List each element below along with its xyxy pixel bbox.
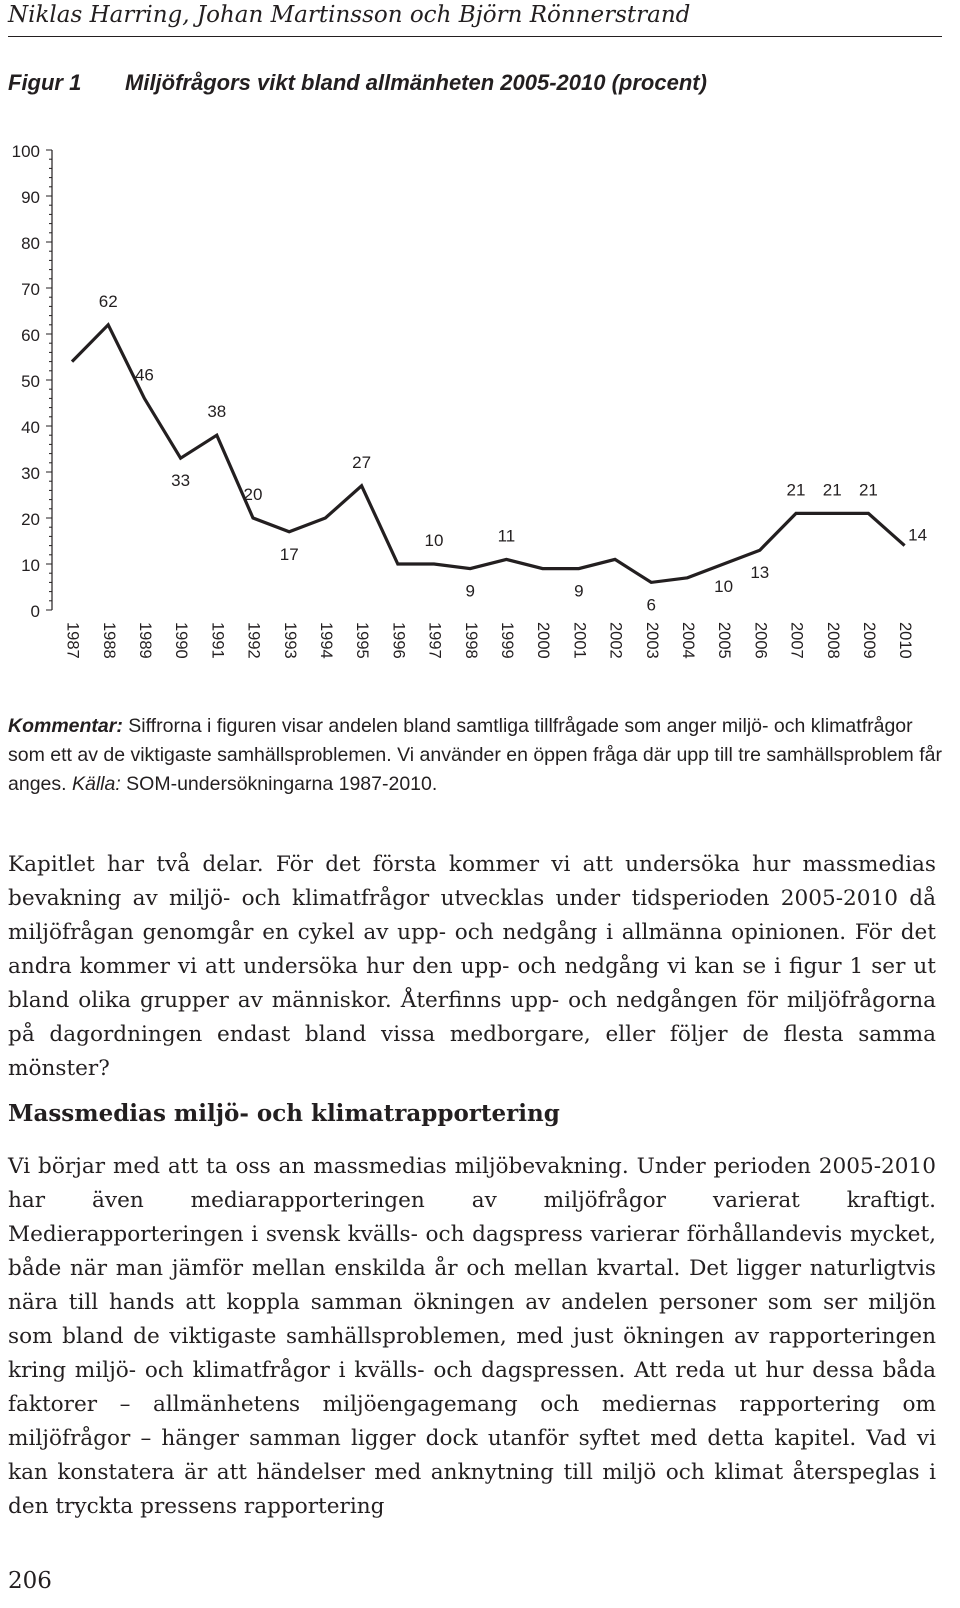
x-tick-label: 2006	[751, 622, 770, 659]
y-tick-label: 50	[21, 372, 40, 391]
y-tick-label: 60	[21, 326, 40, 345]
x-tick-label: 2002	[606, 622, 625, 659]
x-tick-label: 2001	[570, 622, 589, 659]
x-tick-label: 1996	[389, 622, 408, 659]
x-tick-label: 2004	[679, 622, 698, 659]
data-label: 10	[424, 531, 444, 550]
data-label: 9	[574, 581, 584, 601]
x-tick-label: 2000	[534, 622, 553, 659]
data-label: 11	[497, 526, 516, 546]
source-text: SOM-undersökningarna 1987-2010.	[120, 773, 438, 795]
data-label: 21	[858, 480, 878, 500]
x-tick-label: 1992	[244, 622, 263, 659]
x-axis	[64, 622, 915, 659]
data-label: 38	[207, 402, 227, 422]
body-paragraph-2: Vi börjar med att ta oss an massmedias miljöbevakning. Under perioden 2005-2010 har även mediarapporteringen av miljöfrågor varierat kraftigt. Medierapporteringen i svensk kvälls- och dagspress varierar förhållandevis mycket, både när man jämför mellan enskilda år och mellan kvartal. Det ligger naturligtvis nära till hands att koppla samman ökningen av andelen personer som ser miljön som bland de viktigaste samhällsproblemen, med just ökningen av rapporteringen kring miljö- och klimatfrågor i kvälls- och dagspressen. Att reda ut hur dessa båda faktorer – allmänhetens miljöengagemang och mediernas rapportering om miljöfrågor – hänger samman ligger dock utanför syftet med detta kapitel. Vad vi kan konstatera är att händelser med anknytning till miljö och klimat återspeglas i den tryckta pressens rapportering	[8, 1154, 936, 1519]
y-tick-label: 20	[21, 510, 40, 529]
data-label: 62	[98, 291, 118, 311]
y-tick-label: 40	[21, 418, 40, 437]
y-tick-label: 90	[21, 188, 40, 207]
x-tick-label: 1999	[498, 622, 517, 659]
y-axis	[12, 142, 52, 621]
series-line	[72, 325, 905, 583]
x-tick-label: 1995	[353, 622, 372, 659]
data-label: 10	[714, 577, 734, 596]
line-chart	[0, 130, 960, 690]
data-label: 9	[465, 581, 475, 601]
x-tick-label: 1998	[461, 622, 480, 659]
x-tick-label: 2010	[896, 622, 915, 659]
data-label: 14	[908, 525, 928, 545]
series-line-group	[72, 325, 905, 583]
y-tick-label: 80	[21, 234, 40, 253]
x-tick-label: 1987	[63, 622, 82, 659]
x-tick-label: 1994	[317, 622, 336, 659]
data-label: 21	[822, 480, 842, 500]
y-tick-label: 70	[21, 280, 40, 299]
figure-comment	[8, 712, 943, 799]
x-tick-label: 2003	[642, 622, 661, 659]
data-label: 20	[243, 485, 263, 504]
x-tick-label: 1988	[99, 622, 118, 659]
data-label: 17	[279, 544, 299, 564]
data-label: 46	[134, 365, 154, 385]
x-tick-label: 2005	[715, 622, 734, 659]
comment-label: Kommentar:	[8, 715, 123, 737]
x-tick-label: 1993	[280, 622, 299, 659]
data-label: 21	[786, 480, 806, 500]
x-tick-label: 2008	[823, 622, 842, 659]
x-tick-label: 1997	[425, 622, 444, 659]
x-tick-label: 2009	[860, 622, 879, 659]
data-label: 13	[750, 563, 770, 583]
y-tick-label: 0	[30, 602, 40, 621]
source-label: Källa:	[71, 773, 121, 795]
x-tick-label: 1990	[172, 622, 191, 659]
x-tick-label: 2007	[787, 622, 806, 659]
page-number: 206	[8, 1568, 52, 1594]
header-rule	[8, 36, 942, 37]
x-tick-label: 1989	[136, 622, 155, 659]
body-paragraph-1: Kapitlet har två delar. För det första kommer vi att undersöka hur massmedias bevakning av miljö- och klimatfrågor utvecklas under tidsperioden 2005-2010 då miljöfrågan genomgår en cykel av upp- och nedgång i allmänna opinionen. För det andra kommer vi att undersöka hur den upp- och nedgång vi kan se i figur 1 ser ut bland olika grupper av människor. Återfinns upp- och nedgången för miljöfrågorna på dagordningen endast bland vissa medborgare, eller följer de flesta samma mönster?	[8, 852, 936, 1081]
y-tick-label: 100	[11, 142, 40, 161]
figure-label: Figur 1	[8, 70, 82, 95]
data-label: 6	[646, 595, 656, 615]
data-label: 27	[352, 452, 372, 472]
section-heading: Massmedias miljö- och klimatrapportering	[8, 1100, 560, 1127]
data-label: 33	[171, 471, 191, 491]
y-tick-label: 30	[21, 464, 40, 483]
comment-text: Siffrorna i figuren visar andelen bland samtliga tillfrågade som anger miljö- och klimatfrågor som ett av de viktigaste samhällsproblemen. Vi använder en öppen fråga där upp till tre samhällsproblem får anges.	[8, 715, 942, 795]
x-tick-label: 1991	[208, 622, 227, 659]
running-head: Niklas Harring, Johan Martinsson och Björn Rönnerstrand	[8, 2, 691, 28]
figure-title: Miljöfrågors vikt bland allmänheten 2005-2010 (procent)	[125, 70, 707, 95]
y-tick-label: 10	[21, 556, 40, 575]
